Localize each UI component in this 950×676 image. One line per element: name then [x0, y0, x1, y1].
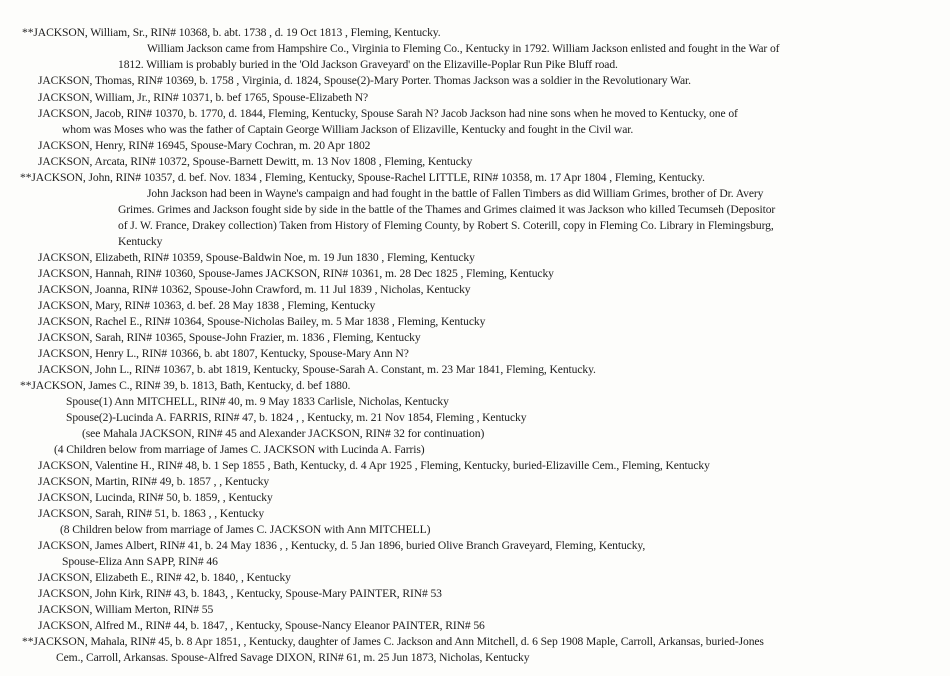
entry-elizabeth-e: JACKSON, Elizabeth E., RIN# 42, b. 1840, , Kentucky	[38, 571, 291, 584]
entry-henry-l: JACKSON, Henry L., RIN# 10366, b. abt 1807, Kentucky, Spouse-Mary Ann N?	[38, 347, 409, 360]
entry-mary: JACKSON, Mary, RIN# 10363, d. bef. 28 May 1838 , Fleming, Kentucky	[38, 299, 376, 312]
entry-joanna: JACKSON, Joanna, RIN# 10362, Spouse-John Crawford, m. 11 Jul 1839 , Nicholas, Kentucky	[38, 283, 471, 296]
children-note-farris: (4 Children below from marriage of James C. JACKSON with Lucinda A. Farris)	[54, 443, 425, 456]
note-william-sr-2: 1812. William is probably buried in the 'Old Jackson Graveyard' on the Elizaville-Poplar Run Pike Bluff road.	[118, 58, 618, 71]
entry-james-albert: JACKSON, James Albert, RIN# 41, b. 24 May 1836 , , Kentucky, d. 5 Jan 1896, buried Olive Branch Graveyard, Fleming, Kentucky,	[38, 539, 646, 552]
spouse-lucinda-farris: Spouse(2)-Lucinda A. FARRIS, RIN# 47, b. 1824 , , Kentucky, m. 21 Nov 1854, Fleming , Kentucky	[66, 411, 527, 424]
entry-lucinda: JACKSON, Lucinda, RIN# 50, b. 1859, , Kentucky	[38, 491, 273, 504]
entry-martin: JACKSON, Martin, RIN# 49, b. 1857 , , Kentucky	[38, 475, 270, 488]
entry-sarah-2: JACKSON, Sarah, RIN# 51, b. 1863 , , Kentucky	[38, 507, 265, 520]
entry-rachel: JACKSON, Rachel E., RIN# 10364, Spouse-Nicholas Bailey, m. 5 Mar 1838 , Fleming, Kentucky	[38, 315, 486, 328]
note-john-2: Grimes. Grimes and Jackson fought side by side in the battle of the Thames and Grimes claimed it was Jackson who killed Tecumseh (Depositor	[118, 203, 776, 216]
entry-william-jr: JACKSON, William, Jr., RIN# 10371, b. bef 1765, Spouse-Elizabeth N?	[38, 91, 369, 104]
entry-elizabeth: JACKSON, Elizabeth, RIN# 10359, Spouse-Baldwin Noe, m. 19 Jun 1830 , Fleming, Kentucky	[38, 251, 475, 264]
note-john-3: of J. W. France, Drakey collection) Taken from History of Fleming County, by Robert S. Coterill, copy in Fleming Co. Library in Flemingsburg,	[118, 219, 774, 232]
spouse-eliza-sapp: Spouse-Eliza Ann SAPP, RIN# 46	[62, 555, 218, 568]
note-william-sr-1: William Jackson came from Hampshire Co., Virginia to Fleming Co., Kentucky in 1792. William Jackson enlisted and fought in the War of	[147, 42, 780, 55]
entry-alfred: JACKSON, Alfred M., RIN# 44, b. 1847, , Kentucky, Spouse-Nancy Eleanor PAINTER, RIN# 56	[38, 619, 485, 632]
children-note-mitchell: (8 Children below from marriage of James C. JACKSON with Ann MITCHELL)	[60, 523, 431, 536]
entry-sarah: JACKSON, Sarah, RIN# 10365, Spouse-John Frazier, m. 1836 , Fleming, Kentucky	[38, 331, 421, 344]
note-john-4: Kentucky	[118, 235, 163, 248]
entry-valentine: JACKSON, Valentine H., RIN# 48, b. 1 Sep 1855 , Bath, Kentucky, d. 4 Apr 1925 , Fleming, Kentucky, buried-Elizaville Cem., Fleming, Kentucky	[38, 459, 710, 472]
entry-john: **JACKSON, John, RIN# 10357, d. bef. Nov. 1834 , Fleming, Kentucky, Spouse-Rachel LITTLE, RIN# 10358, m. 17 Apr 1804 , Fleming, Kentucky.	[20, 171, 705, 184]
spouse-ann-mitchell: Spouse(1) Ann MITCHELL, RIN# 40, m. 9 May 1833 Carlisle, Nicholas, Kentucky	[66, 395, 449, 408]
entry-jacob: JACKSON, Jacob, RIN# 10370, b. 1770, d. 1844, Fleming, Kentucky, Spouse Sarah N? Jacob Jackson had nine sons when he moved to Kentucky, one of	[38, 107, 738, 120]
entry-william-merton: JACKSON, William Merton, RIN# 55	[38, 603, 214, 616]
entry-john-l: JACKSON, John L., RIN# 10367, b. abt 1819, Kentucky, Spouse-Sarah A. Constant, m. 23 Mar 1841, Fleming, Kentucky.	[38, 363, 596, 376]
note-jacob: whom was Moses who was the father of Captain George William Jackson of Elizaville, Kentucky and fought in the Civil war.	[62, 123, 634, 136]
entry-thomas: JACKSON, Thomas, RIN# 10369, b. 1758 , Virginia, d. 1824, Spouse(2)-Mary Porter. Thomas Jackson was a soldier in the Revolutionary War.	[38, 74, 691, 87]
entry-henry: JACKSON, Henry, RIN# 16945, Spouse-Mary Cochran, m. 20 Apr 1802	[38, 139, 371, 152]
continuation-note: (see Mahala JACKSON, RIN# 45 and Alexander JACKSON, RIN# 32 for continuation)	[82, 427, 485, 440]
entry-hannah: JACKSON, Hannah, RIN# 10360, Spouse-James JACKSON, RIN# 10361, m. 28 Dec 1825 , Fleming, Kentucky	[38, 267, 554, 280]
note-john-1: John Jackson had been in Wayne's campaign and had fought in the battle of Fallen Timbers as did William Grimes, brother of Dr. Avery	[147, 187, 764, 200]
entry-arcata: JACKSON, Arcata, RIN# 10372, Spouse-Barnett Dewitt, m. 13 Nov 1808 , Fleming, Kentucky	[38, 155, 473, 168]
entry-john-kirk: JACKSON, John Kirk, RIN# 43, b. 1843, , Kentucky, Spouse-Mary PAINTER, RIN# 53	[38, 587, 442, 600]
note-mahala: Cem., Carroll, Arkansas. Spouse-Alfred Savage DIXON, RIN# 61, m. 25 Jun 1873, Nicholas, Kentucky	[56, 651, 530, 664]
entry-james-c: **JACKSON, James C., RIN# 39, b. 1813, Bath, Kentucky, d. bef 1880.	[20, 379, 351, 392]
entry-william-sr: **JACKSON, William, Sr., RIN# 10368, b. abt. 1738 , d. 19 Oct 1813 , Fleming, Kentucky.	[22, 26, 441, 39]
entry-mahala: **JACKSON, Mahala, RIN# 45, b. 8 Apr 1851, , Kentucky, daughter of James C. Jackson and Ann Mitchell, d. 6 Sep 1908 Maple, Carroll, Arkansas, buried-Jones	[22, 635, 764, 648]
